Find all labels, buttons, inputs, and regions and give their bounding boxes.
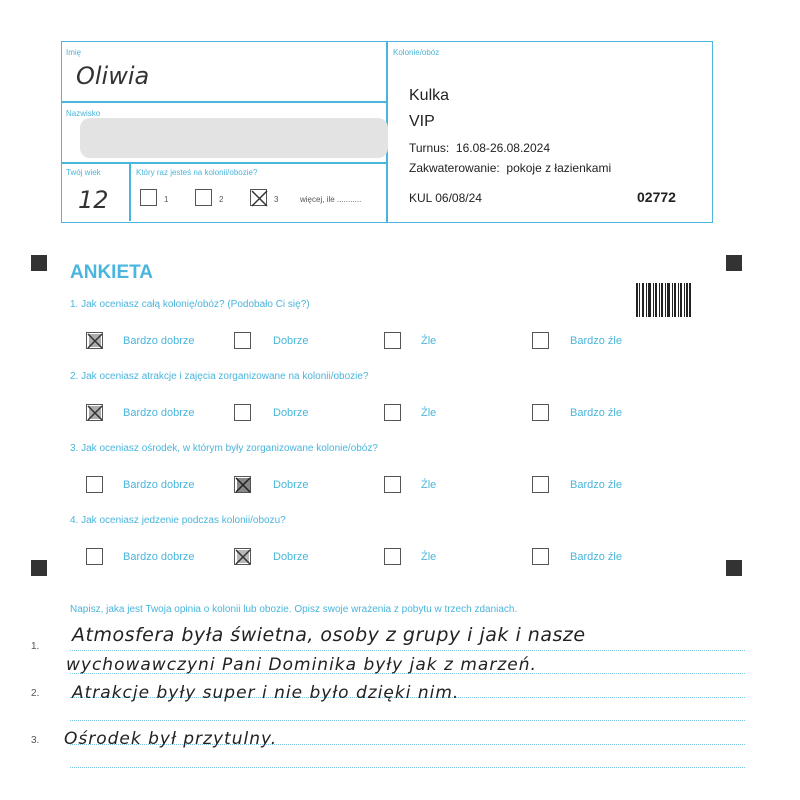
question-3-text: 3. Jak oceniasz ośrodek, w którym były zorganizowane kolonie/obóz? bbox=[70, 443, 378, 454]
q4-option-bardzo-zle[interactable] bbox=[532, 548, 549, 565]
surname-redaction bbox=[80, 118, 388, 158]
times-more-label: więcej, ile ........... bbox=[300, 195, 362, 204]
answer-text-4: Ośrodek był przytulny. bbox=[64, 729, 278, 749]
q4-option-bardzo-dobrze[interactable] bbox=[86, 548, 103, 565]
line-number-3: 3. bbox=[31, 735, 40, 746]
surname-label: Nazwisko bbox=[66, 109, 101, 118]
lodging-row bbox=[409, 161, 611, 175]
times-option-2: 2 bbox=[219, 195, 224, 204]
q3-option-bardzo-zle[interactable] bbox=[532, 476, 549, 493]
scribble-check-icon bbox=[85, 331, 106, 352]
q3-label-zle: Źle bbox=[421, 479, 437, 491]
q2-option-bardzo-dobrze[interactable] bbox=[86, 404, 103, 421]
barcode-icon bbox=[636, 283, 691, 317]
q1-option-dobrze[interactable] bbox=[234, 332, 251, 349]
divider-h2 bbox=[61, 162, 387, 164]
turnus-value: 16.08-26.08.2024 bbox=[455, 141, 551, 155]
times-checkbox-3[interactable] bbox=[250, 189, 267, 206]
q2-option-dobrze[interactable] bbox=[234, 404, 251, 421]
q2-option-bardzo-zle[interactable] bbox=[532, 404, 549, 421]
registration-marker bbox=[726, 560, 742, 576]
question-4-text: 4. Jak oceniasz jedzenie podczas kolonii/obozu? bbox=[70, 515, 286, 526]
name-label: Imię bbox=[66, 48, 82, 57]
name-value: Oliwia bbox=[76, 62, 150, 90]
q4-label-zle: Źle bbox=[421, 551, 437, 563]
q1-option-bardzo-dobrze[interactable] bbox=[86, 332, 103, 349]
times-checkbox-1[interactable] bbox=[140, 189, 157, 206]
q2-label-dobrze: Dobrze bbox=[273, 407, 309, 419]
scribble-check-icon bbox=[233, 475, 254, 496]
q1-label-dobrze: Dobrze bbox=[273, 335, 309, 347]
q2-label-bardzo-zle: Bardzo źle bbox=[570, 407, 622, 419]
q4-option-dobrze[interactable] bbox=[234, 548, 251, 565]
q4-label-dobrze: Dobrze bbox=[273, 551, 309, 563]
q3-label-bardzo-dobrze: Bardzo dobrze bbox=[123, 479, 195, 491]
line-number-1: 1. bbox=[31, 641, 40, 652]
camp-type: VIP bbox=[409, 113, 435, 130]
times-label: Który raz jesteś na kolonii/obozie? bbox=[136, 168, 258, 177]
q3-label-dobrze: Dobrze bbox=[273, 479, 309, 491]
q1-label-zle: Źle bbox=[421, 335, 437, 347]
survey-title: ANKIETA bbox=[70, 262, 154, 283]
question-2-text: 2. Jak oceniasz atrakcje i zajęcia zorganizowane na kolonii/obozie? bbox=[70, 371, 369, 382]
age-label: Twój wiek bbox=[66, 168, 101, 177]
question-1-text: 1. Jak oceniasz całą kolonię/obóz? (Podobało Ci się?) bbox=[70, 299, 310, 310]
times-checkbox-2[interactable] bbox=[195, 189, 212, 206]
line-number-2: 2. bbox=[31, 688, 40, 699]
answer-text-1: Atmosfera była świetna, osoby z grupy i jak i nasze bbox=[72, 624, 586, 646]
q3-option-bardzo-dobrze[interactable] bbox=[86, 476, 103, 493]
registration-marker bbox=[31, 560, 47, 576]
q2-option-zle[interactable] bbox=[384, 404, 401, 421]
q2-label-zle: Źle bbox=[421, 407, 437, 419]
registration-marker bbox=[726, 255, 742, 271]
q1-label-bardzo-dobrze: Bardzo dobrze bbox=[123, 335, 195, 347]
opinion-prompt: Napisz, jaka jest Twoja opinia o kolonii lub obozie. Opisz swoje wrażenia z pobytu w trzech zdaniach. bbox=[70, 604, 518, 615]
answer-line bbox=[70, 720, 745, 721]
times-option-1: 1 bbox=[164, 195, 169, 204]
q1-option-zle[interactable] bbox=[384, 332, 401, 349]
camp-code: KUL 06/08/24 bbox=[409, 191, 482, 205]
answer-text-2: wychowawczyni Pani Dominika były jak z marzeń. bbox=[66, 655, 537, 675]
q2-label-bardzo-dobrze: Bardzo dobrze bbox=[123, 407, 195, 419]
camp-name: Kulka bbox=[409, 87, 450, 104]
q1-option-bardzo-zle[interactable] bbox=[532, 332, 549, 349]
q4-label-bardzo-dobrze: Bardzo dobrze bbox=[123, 551, 195, 563]
scribble-check-icon bbox=[85, 403, 106, 424]
q1-label-bardzo-zle: Bardzo źle bbox=[570, 335, 622, 347]
lodging-label: Zakwaterowanie: bbox=[409, 161, 500, 175]
camp-label: Kolonie/obóz bbox=[393, 48, 440, 57]
q3-label-bardzo-zle: Bardzo źle bbox=[570, 479, 622, 491]
check-x-icon bbox=[249, 188, 270, 209]
registration-marker bbox=[31, 255, 47, 271]
q3-option-zle[interactable] bbox=[384, 476, 401, 493]
divider-age bbox=[129, 162, 131, 221]
turnus-label: Turnus: bbox=[409, 141, 450, 155]
q4-option-zle[interactable] bbox=[384, 548, 401, 565]
scribble-check-icon bbox=[233, 547, 254, 568]
answer-line bbox=[70, 767, 745, 768]
answer-line bbox=[70, 650, 745, 651]
lodging-value: pokoje z łazienkami bbox=[506, 161, 612, 175]
q3-option-dobrze[interactable] bbox=[234, 476, 251, 493]
age-value: 12 bbox=[78, 186, 109, 214]
q4-label-bardzo-zle: Bardzo źle bbox=[570, 551, 622, 563]
camp-number: 02772 bbox=[637, 189, 676, 205]
divider-h1 bbox=[61, 101, 387, 103]
turnus-row bbox=[409, 141, 550, 155]
answer-text-3: Atrakcje były super i nie było dzięki nim. bbox=[72, 683, 460, 703]
times-option-3: 3 bbox=[274, 195, 279, 204]
